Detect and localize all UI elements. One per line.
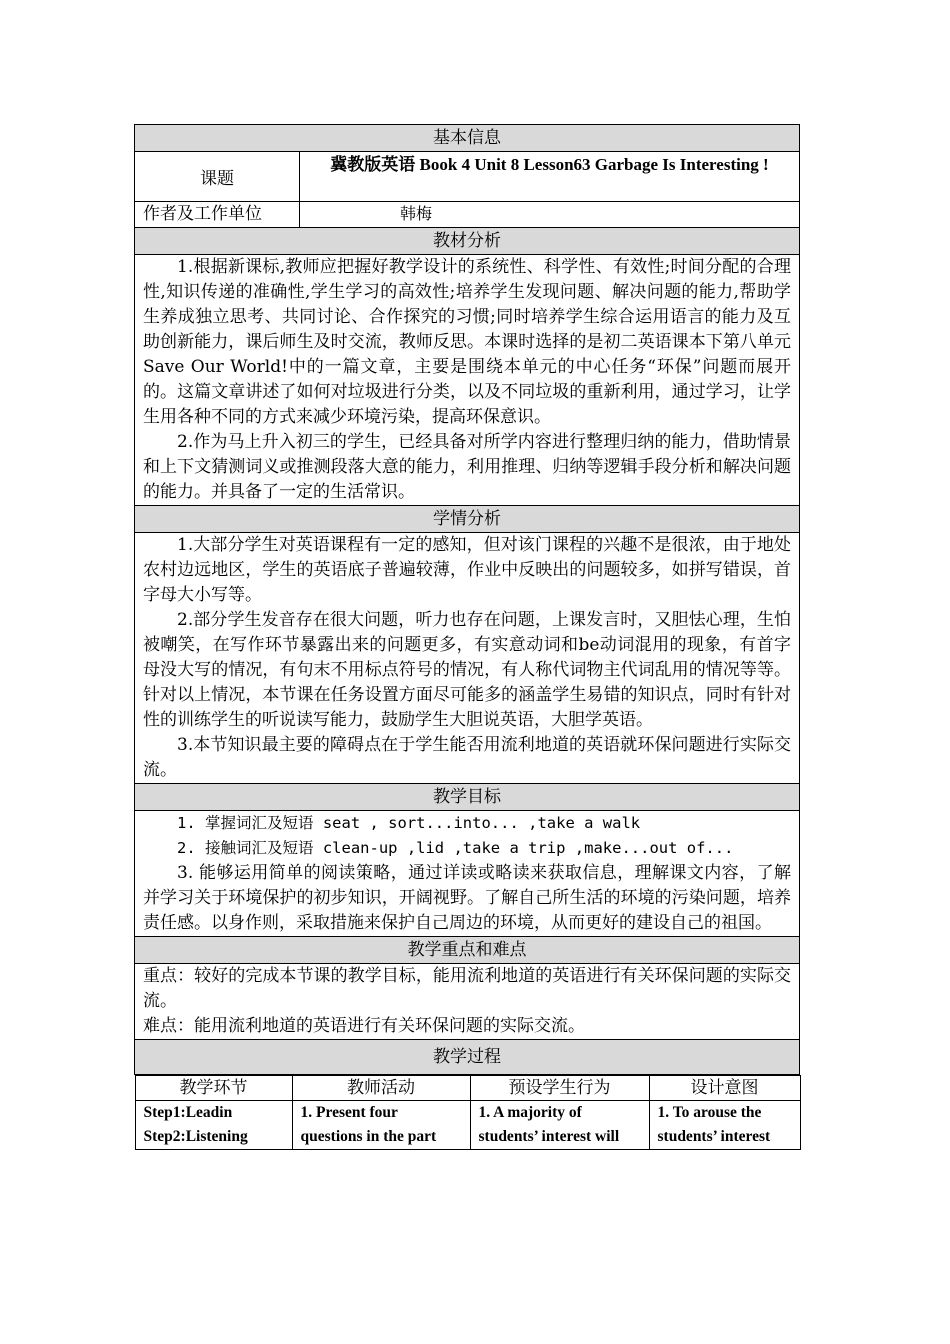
key-point-difficulty: 难点：能用流利地道的英语进行有关环保问题的实际交流。 (143, 1016, 585, 1036)
process-col-intent: 设计意图 (649, 1076, 800, 1101)
process-step-2: Step2:Listening (143, 1128, 248, 1145)
process-col-teacher: 教师活动 (292, 1076, 470, 1101)
process-step-cell (135, 1101, 292, 1150)
key-point-focus: 重点：较好的完成本节课的教学目标，能用流利地道的英语进行有关环保问题的实际交流。 (143, 966, 791, 1011)
design-intent-line-1: 1. To arouse the (657, 1104, 762, 1121)
material-analysis-body (135, 255, 800, 506)
objectives-body (135, 811, 800, 937)
author-value: 韩梅 (300, 202, 800, 228)
key-points-body (135, 964, 800, 1040)
section-header-basic-info: 基本信息 (135, 125, 800, 152)
student-behavior-line-2: students’ interest will (478, 1128, 620, 1145)
process-table (135, 1075, 801, 1150)
student-analysis-paragraph-1: 1.大部分学生对英语课程有一定的感知，但对该门课程的兴趣不是很浓，由于地处农村边远地区，学生的英语底子普遍较薄，作业中反映出的问题较多，如拼写错误，首字母大小写等。 (143, 535, 791, 605)
student-analysis-paragraph-2: 2.部分学生发音存在很大问题，听力也存在问题，上课发言时，又胆怯心理，生怕被嘲笑，在写作环节暴露出来的问题更多，有实意动词和be动词混用的现象，有首字母没大写的情况，有句末不用标点符号的情况，有人称代词物主代词乱用的情况等等。针对以上情况，本节课在任务设置方面尽可能多的涵盖学生易错的知识点，同时有针对性的训练学生的听说读写能力，鼓励学生大胆说英语，大胆学英语。 (143, 610, 791, 730)
section-header-objectives: 教学目标 (135, 784, 800, 811)
section-header-student-analysis: 学情分析 (135, 506, 800, 533)
objective-1: 1. 掌握词汇及短语 seat , sort...into... ,take a walk (177, 814, 641, 832)
section-header-process: 教学过程 (135, 1040, 800, 1075)
process-student-cell (470, 1101, 649, 1150)
teacher-activity-line-1: 1. Present four (300, 1104, 398, 1121)
student-analysis-body (135, 533, 800, 784)
design-intent-line-2: students’ interest (657, 1128, 771, 1145)
topic-value: 冀教版英语 Book 4 Unit 8 Lesson63 Garbage Is Interesting ! (300, 152, 800, 202)
section-header-material-analysis: 教材分析 (135, 228, 800, 255)
process-col-student: 预设学生行为 (470, 1076, 649, 1101)
material-analysis-paragraph-2: 2.作为马上升入初三的学生，已经具备对所学内容进行整理归纳的能力，借助情景和上下文猜测词义或推测段落大意的能力，利用推理、归纳等逻辑手段分析和解决问题的能力。并具备了一定的生活常识。 (143, 432, 791, 502)
material-analysis-paragraph-1: 1.根据新课标,教师应把握好教学设计的系统性、科学性、有效性;时间分配的合理性,知识传递的准确性,学生学习的高效性;培养学生发现问题、解决问题的能力,帮助学生养成独立思考、共同讨论、合作探究的习惯;同时培养学生综合运用语言的能力及互助创新能力，课后师生及时交流，教师反思。本课时选择的是初二英语课本下第八单元Save Our World!中的一篇文章，主要是围绕本单元的中心任务“环保”问题而展开的。这篇文章讲述了如何对垃圾进行分类，以及不同垃圾的重新利用，通过学习，让学生用各种不同的方式来减少环境污染，提高环保意识。 (143, 257, 791, 427)
process-container (135, 1075, 800, 1151)
author-label: 作者及工作单位 (135, 202, 300, 228)
teacher-activity-line-2: questions in the part (300, 1128, 437, 1145)
student-behavior-line-1: 1. A majority of (478, 1104, 582, 1121)
topic-label: 课题 (135, 152, 300, 202)
process-col-step: 教学环节 (135, 1076, 292, 1101)
process-step-1: Step1:Leadin (143, 1104, 233, 1121)
objective-3: 3. 能够运用简单的阅读策略，通过详读或略读来获取信息，理解课文内容，了解并学习关于环境保护的初步知识，开阔视野。了解自己所生活的环境的污染问题，培养责任感。以身作则，采取措施来保护自己周边的环境，从而更好的建设自己的祖国。 (143, 863, 791, 933)
student-analysis-paragraph-3: 3.本节知识最主要的障碍点在于学生能否用流利地道的英语就环保问题进行实际交流。 (143, 735, 791, 780)
section-header-key-points: 教学重点和难点 (135, 937, 800, 964)
objective-2: 2. 接触词汇及短语 clean-up ,lid ,take a trip ,make...out of... (177, 839, 734, 857)
lesson-plan-page (134, 124, 799, 1150)
process-intent-cell (649, 1101, 800, 1150)
lesson-plan-table (134, 124, 800, 1150)
process-teacher-cell (292, 1101, 470, 1150)
